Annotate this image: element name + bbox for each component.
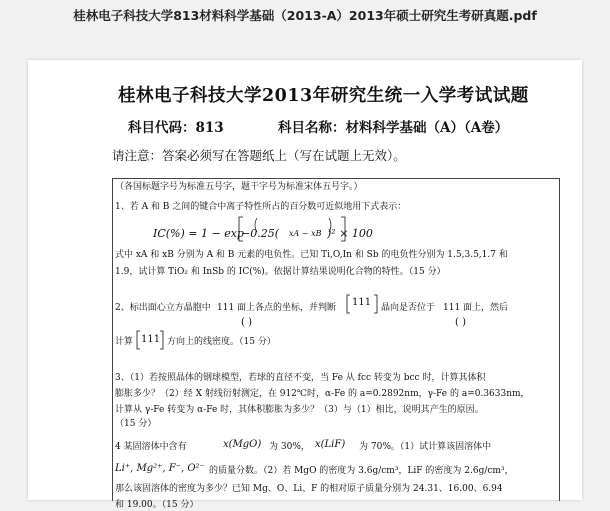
q4-line4: 和 19.00。（15 分） <box>115 500 199 510</box>
exam-notice: 请注意：答案必须写在答题纸上（写在试题上无效）。 <box>112 148 406 163</box>
q1-formula-xa: xA − xB <box>289 229 322 238</box>
q4-line1-b: x(MgO) <box>223 439 262 450</box>
q1-formula-mid: −0.25( <box>241 227 280 240</box>
q2-line1-b: 111 面上各点的坐标，并判断 <box>217 303 337 313</box>
q3-line2: 膨胀多少？（2）经 X 射线衍射测定，在 912℃时，α-Fe 的 a=0.2892nm，γ-Fe 的 a=0.3633nm， <box>115 389 530 399</box>
q3-line1: 3、（1）若按照晶体的钢球模型，若球的直径不变，当 Fe 从 fcc 转变为 bcc 时，计算其体积 <box>115 373 486 383</box>
q1-line1: 1、若 A 和 B 之间的键合中离子特性所占的百分数可近似地用下式表示： <box>115 202 407 212</box>
pdf-page[interactable] <box>28 60 582 510</box>
q4-line2-b: 的质量分数。（2）若 MgO 的密度为 3.6g/cm³，LiF 的密度为 2.6g/cm³， <box>209 466 514 476</box>
q2-line1-c: 111 <box>352 297 372 308</box>
q2-line2-a: 计算 <box>115 337 134 347</box>
q2-line1-a: 2、标出面心立方晶胞中 <box>115 303 211 313</box>
q3-line4: （15 分） <box>115 419 157 429</box>
exam-title: 桂林电子科技大学2013年研究生统一入学考试试题 <box>118 86 529 106</box>
q4-line1-e: 为 70%。（1）试计算该固溶体中 <box>359 442 492 452</box>
document-title: 桂林电子科技大学813材料科学基础（2013-A）2013年硕士研究生考研真题.pdf <box>73 8 537 23</box>
q1-line3: 1.9，试计算 TiO₂ 和 InSb 的 IC(%)。依据计算结果说明化合物的特性。（15 分） <box>115 267 446 277</box>
q2-line1-e: 111 面上，然后 <box>443 303 509 313</box>
subject-name: 科目名称：材料科学基础（A）（A卷） <box>278 120 509 136</box>
box-note: （各国标题字号为标准五号字，题干字号为标准宋体五号字。） <box>115 182 363 192</box>
q2-paren-1: ( ) <box>241 317 252 328</box>
q1-line2: 式中 xA 和 xB 分别为 A 和 B 元素的电负性。已知 Ti,O,In 和 Sb 的电负性分别为 1.5,3.5,1.7 和 <box>115 250 508 260</box>
viewer-title-bar <box>0 0 610 30</box>
q2-line1-d: 晶向是否位于 <box>381 303 436 313</box>
q1-formula-right: )² × 100 <box>327 227 373 240</box>
q2-paren-2: ( ) <box>455 317 466 328</box>
subject-code: 科目代码：813 <box>128 120 224 136</box>
q4-line3: 那么该固溶体的密度为多少？已知 Mg、O、Li、F 的相对原子质量分别为 24.31、16.00、6.94 <box>115 484 503 494</box>
q1-formula-left: IC(%) = 1 − exp <box>153 227 244 240</box>
question-box <box>112 178 560 510</box>
q2-line2-c: 方向上的线密度。（15 分） <box>167 337 276 347</box>
q3-line3: 计算从 γ-Fe 转变为 α-Fe 时，其体积膨胀为多少？（3）与（1）相比，说明其产生的原因。 <box>115 405 484 415</box>
q2-line2-b: 111 <box>141 334 161 345</box>
q4-line1-d: x(LiF) <box>315 439 346 450</box>
q4-line1-c: 为 30%， <box>269 442 310 452</box>
q4-line1-a: 4 某固溶体中含有 <box>115 442 187 452</box>
q4-line2-a: Li⁺, Mg²⁺, F⁻, O²⁻ <box>115 463 205 474</box>
